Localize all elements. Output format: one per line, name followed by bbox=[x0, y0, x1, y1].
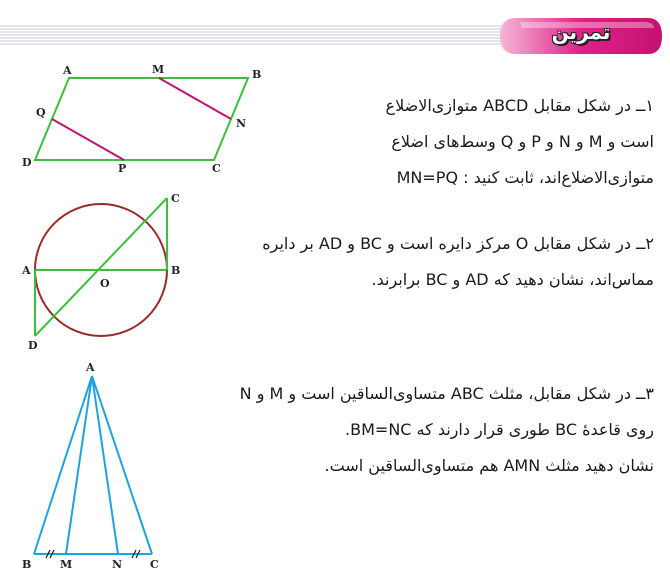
segment-an bbox=[92, 376, 118, 554]
segment-mn bbox=[159, 78, 231, 119]
exercise-3-line-1: ۳ــ در شکل مقابل، مثلث ABC متساوی‌الساقین است و M و N bbox=[239, 384, 654, 403]
label-c: C bbox=[171, 192, 180, 205]
label-o: O bbox=[100, 277, 110, 290]
label-a: A bbox=[86, 361, 95, 374]
exercise-1-text bbox=[386, 88, 654, 196]
segment-pq bbox=[52, 119, 124, 160]
label-a: A bbox=[22, 264, 31, 277]
parallelogram-abcd bbox=[35, 78, 248, 160]
label-m: M bbox=[60, 558, 73, 571]
label-a: A bbox=[63, 64, 72, 77]
label-q: Q bbox=[36, 106, 46, 119]
label-b: B bbox=[252, 68, 262, 81]
side-ab bbox=[34, 376, 92, 554]
label-b: B bbox=[22, 558, 32, 571]
figure-circle-tangents bbox=[14, 188, 194, 353]
exercise-2-text bbox=[262, 226, 654, 298]
exercise-1-line-2: است و M و N و P و Q وسط‌های اضلاع bbox=[391, 132, 654, 151]
exercise-2-line-1: ۲ــ در شکل مقابل O مرکز دایره است و BC و AD بر دایره bbox=[262, 234, 654, 253]
label-n: N bbox=[112, 558, 123, 571]
label-d: D bbox=[28, 339, 38, 352]
label-d: D bbox=[22, 156, 32, 169]
exercise-2-line-2: مماس‌اند، نشان دهید که AD و BC برابرند. bbox=[371, 270, 654, 289]
label-n: N bbox=[236, 117, 247, 130]
label-m: M bbox=[152, 63, 165, 76]
figure-isosceles-triangle bbox=[12, 358, 172, 573]
exercise-1-line-3: متوازی‌الاضلاع‌اند، ثابت کنید : MN=PQ bbox=[396, 168, 654, 187]
exercise-title: تمرین bbox=[551, 20, 611, 44]
segment-am bbox=[66, 376, 92, 554]
exercise-1-line-1: ۱ــ در شکل مقابل ABCD متوازی‌الاضلاع bbox=[385, 96, 654, 115]
exercise-3-text bbox=[240, 376, 654, 484]
exercise-3-line-2: روی قاعدهٔ BC طوری قرار دارند که BM=NC. bbox=[345, 420, 654, 439]
figure-parallelogram bbox=[14, 60, 274, 180]
segment-cd bbox=[35, 198, 167, 336]
label-c: C bbox=[212, 162, 221, 175]
side-ac bbox=[92, 376, 152, 554]
label-c: C bbox=[150, 558, 159, 571]
label-p: P bbox=[118, 162, 127, 175]
label-b: B bbox=[171, 264, 181, 277]
exercise-3-line-3: نشان دهید مثلث AMN هم متساوی‌الساقین است. bbox=[324, 456, 654, 475]
